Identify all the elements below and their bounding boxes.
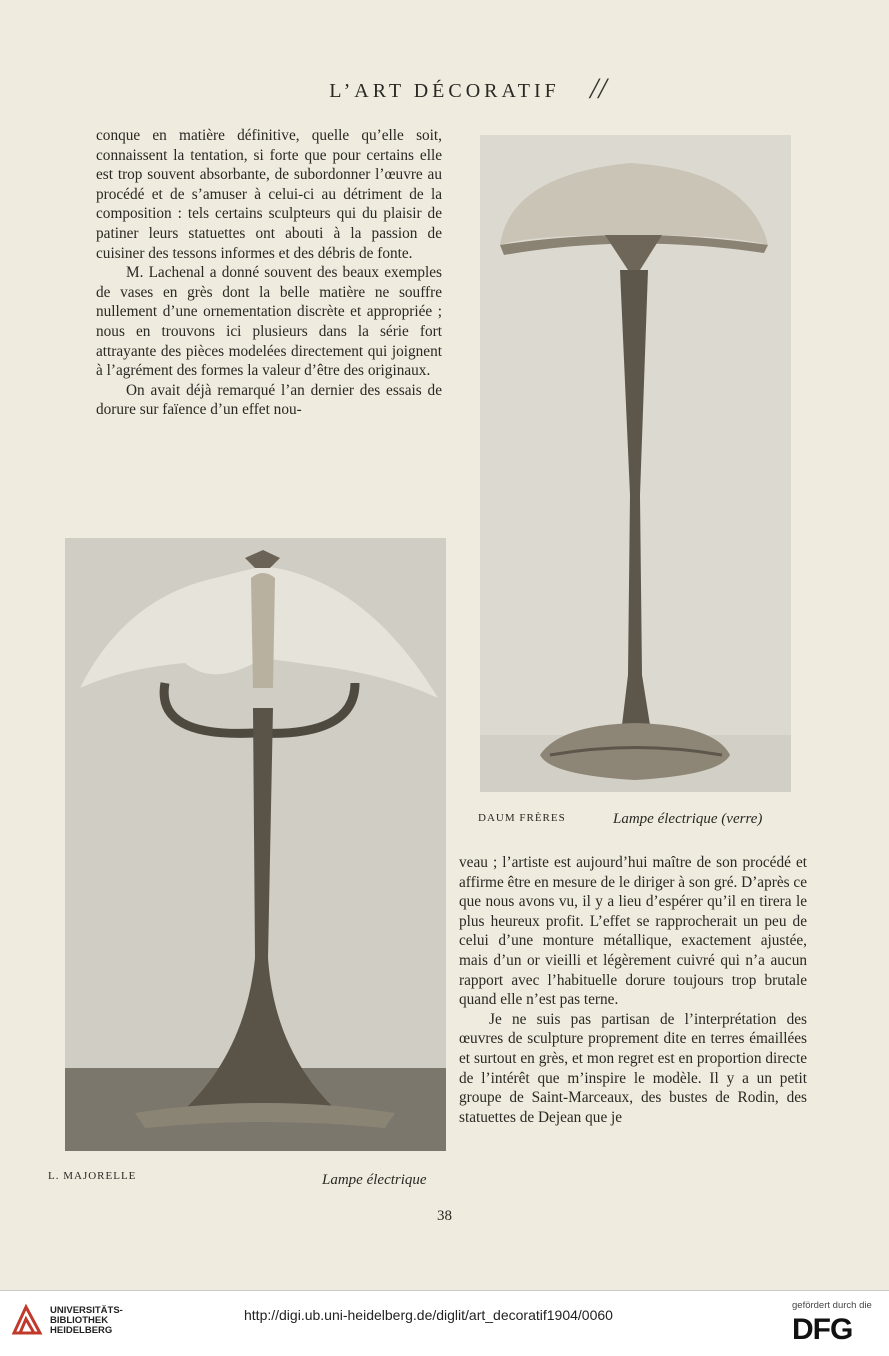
library-seal-icon [10,1303,44,1337]
journal-title: L’ART DÉCORATIF [329,80,560,102]
library-logo[interactable] [10,1303,123,1342]
source-url-link[interactable]: http://digi.ub.uni-heidelberg.de/diglit/art_decoratif1904/0060 [244,1307,613,1323]
paragraph: M. Lachenal a donné souvent des beaux exemples de vases en grès dont la belle matière ne souffre nullement d’une ornementation discrète et appropriée ; nous en trouvons ici plusieurs dans la série fort attrayante des pièces modelées directement qui joignent à l’agrément des formes la valeur d’être des originaux. [96,264,442,380]
daum-title-caption: Lampe électrique (verre) [613,811,763,827]
daum-maker-caption: DAUM FRÈRES [478,812,566,824]
running-header [0,72,889,105]
page-number: 38 [437,1208,452,1224]
paragraph: Je ne suis pas partisan de l’interprétation des œuvres de sculpture proprement dite en terres émaillées et surtout en grès, et mon regret est en proportion directe de l’intérêt que m’inspire le modèle. Il y a un petit groupe de Saint-Marceaux, des bustes de Rodin, des statuettes de Dejean que je [459,1010,807,1126]
majorelle-lamp-photo [65,538,446,1151]
dfg-logo[interactable]: DFG [792,1313,853,1346]
viewer-footer [0,1290,889,1356]
text-column-left [96,126,442,420]
majorelle-maker-caption: L. MAJORELLE [48,1170,137,1182]
library-name: UNIVERSITÄTS- BIBLIOTHEK HEIDELBERG [50,1305,123,1336]
paragraph: veau ; l’artiste est aujourd’hui maître de son procédé et affirme être en mesure de le diriger à son gré. D’après ce que nous avons vu, il y a lieu d’espérer qu’il en tirera le plus heureux profit. L’effet se rapprocherait un peu de celui d’une monture métallique, exactement ajustée, mais d’un or vieilli et légèrement cuivré qui n’a aucun rapport avec l’habituelle dorure toujours trop brutale quand elle n’est pas terne. [459,854,807,1009]
paragraph: conque en matière définitive, quelle qu’elle soit, connaissent la tentation, si forte que pour certains elle est trop souvent absorbante, de subordonner l’œuvre au procédé et de s’amuser à celui-ci au détriment de la composition : tels certains sculpteurs qui du plaisir de patiner leurs statuettes ont abouti à la passion de cuisiner des tessons informes et des débris de fonte. [96,127,442,262]
text-column-right [459,853,807,1127]
paragraph: On avait déjà remarqué l’an dernier des essais de dorure sur faïence d’un effet nou- [96,381,442,419]
daum-lamp-photo [480,135,791,792]
majorelle-title-caption: Lampe électrique [322,1172,427,1188]
sponsor-caption: gefördert durch die [792,1300,872,1311]
handwritten-mark: // [590,72,607,105]
